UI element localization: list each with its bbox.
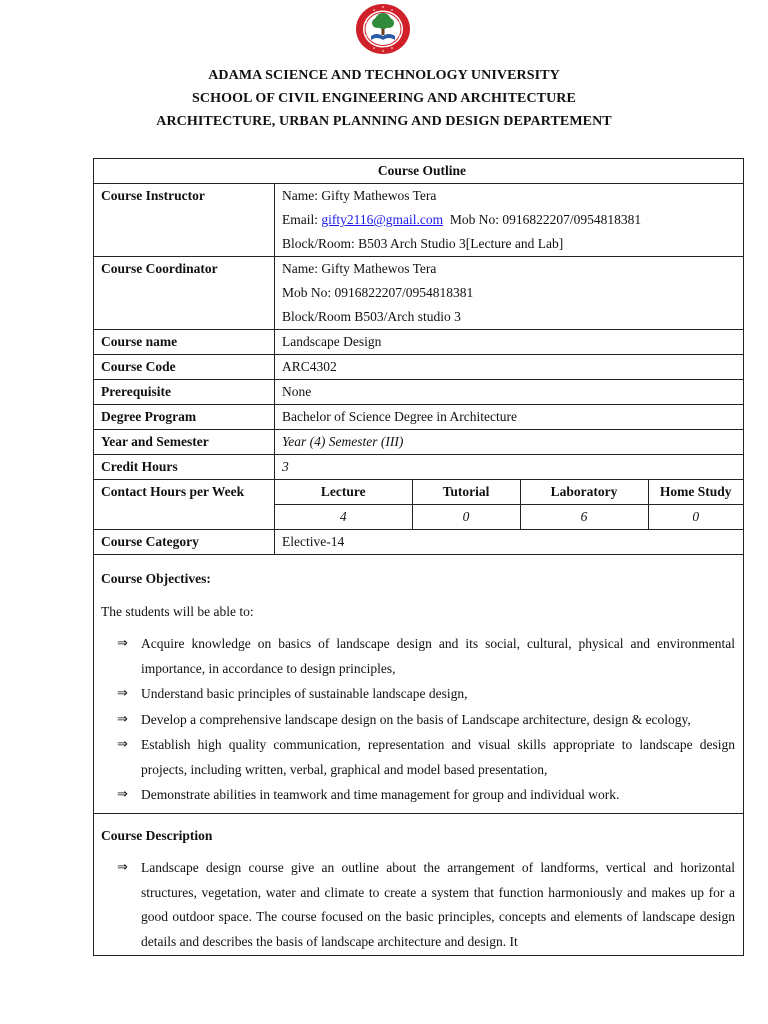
table-row (94, 380, 744, 405)
coordinator-name: Name: Gifty Mathewos Tera (282, 261, 437, 276)
arrow-icon: ⇒ (117, 686, 128, 701)
contact-hours-table (275, 480, 743, 529)
table-row (94, 330, 744, 355)
list-item (101, 856, 735, 954)
instructor-mob: Mob No: 0916822207/0954818381 (449, 212, 642, 227)
course-outline-table (93, 158, 744, 956)
degree-program-value: Bachelor of Science Degree in Architecture (275, 405, 744, 430)
table-row (94, 405, 744, 430)
prerequisite-label: Prerequisite (94, 380, 275, 405)
list-item (101, 682, 735, 707)
credit-hours-label: Credit Hours (94, 455, 275, 480)
list-item (101, 783, 735, 808)
objectives-title: Course Objectives: (101, 571, 211, 586)
university-name: ADAMA SCIENCE AND TECHNOLOGY UNIVERSITY (208, 68, 560, 83)
table-row (94, 455, 744, 480)
course-name-value: Landscape Design (275, 330, 744, 355)
objective-text: Develop a comprehensive landscape design on the basis of Landscape architecture, design & ecology, (141, 711, 691, 727)
lecture-header: Lecture (275, 480, 412, 505)
instructor-email-link[interactable]: gifty2116@gmail.com (321, 212, 444, 227)
objectives-intro: The students will be able to: (101, 603, 254, 619)
department-name: ARCHITECTURE, URBAN PLANNING AND DESIGN DEPARTEMENT (156, 114, 612, 129)
credit-hours-value: 3 (275, 455, 744, 480)
degree-program-label: Degree Program (94, 405, 275, 430)
table-row (94, 430, 744, 455)
course-code-label: Course Code (94, 355, 275, 380)
arrow-icon: ⇒ (117, 711, 128, 727)
description-text: Landscape design course give an outline about the arrangement of landforms, vertical and horizontal structures, vegetation, water and climate to create a system that function harmoniously and makes up for a good outdoor space. The course focused on the basic principles, concepts and elements of landscape design details and describes the basis of landscape architecture and design. It (141, 860, 735, 949)
email-prefix: Email: (282, 212, 322, 227)
lecture-hours: 4 (339, 509, 347, 524)
home-study-header: Home Study (648, 480, 743, 505)
objective-text: Establish high quality communication, representation and visual skills appropriate to landscape design projects, including written, verbal, graphical and model based presentation, (141, 737, 735, 777)
year-semester-value: Year (4) Semester (III) (275, 430, 744, 455)
arrow-icon: ⇒ (117, 787, 128, 802)
list-item (101, 632, 735, 681)
school-name: SCHOOL OF CIVIL ENGINEERING AND ARCHITECTURE (192, 91, 576, 106)
course-category-value: Elective-14 (275, 530, 744, 555)
laboratory-hours: 6 (520, 505, 648, 530)
course-code-value: ARC4302 (275, 355, 744, 380)
table-row (94, 355, 744, 380)
home-study-hours: 0 (648, 505, 743, 530)
objective-text: Understand basic principles of sustainable landscape design, (141, 686, 468, 701)
contact-hours-label: Contact Hours per Week (94, 480, 275, 530)
year-semester-label: Year and Semester (94, 430, 275, 455)
contact-hours-row (94, 480, 744, 530)
coordinator-label: Course Coordinator (94, 257, 275, 330)
prerequisite-value: None (275, 380, 744, 405)
arrow-icon: ⇒ (117, 737, 128, 752)
objectives-list (101, 632, 735, 808)
instructor-details (275, 184, 744, 257)
list-item (101, 733, 735, 782)
university-seal-icon (354, 2, 412, 56)
list-item (101, 708, 735, 733)
objective-text: Demonstrate abilities in teamwork and time management for group and individual work. (141, 787, 620, 802)
coordinator-details (275, 257, 744, 330)
coordinator-row (94, 257, 744, 330)
coordinator-mob: Mob No: 0916822207/0954818381 (282, 285, 474, 300)
instructor-row (94, 184, 744, 257)
instructor-room: Block/Room: B503 Arch Studio 3[Lecture and Lab] (282, 236, 564, 251)
course-category-label: Course Category (94, 530, 275, 555)
instructor-name: Name: Gifty Mathewos Tera (282, 188, 437, 203)
arrow-icon: ⇒ (117, 860, 128, 875)
description-row (94, 813, 744, 956)
contact-hours-cell (275, 480, 744, 530)
instructor-label: Course Instructor (94, 184, 275, 257)
arrow-icon: ⇒ (117, 636, 128, 651)
course-name-label: Course name (94, 330, 275, 355)
course-description-section (94, 813, 744, 956)
description-title: Course Description (101, 827, 213, 843)
course-outline-title: Course Outline (94, 159, 744, 184)
description-list (101, 856, 735, 954)
coordinator-room: Block/Room B503/Arch studio 3 (282, 309, 461, 324)
laboratory-header: Laboratory (520, 480, 648, 505)
table-row (94, 530, 744, 555)
instructor-contact (282, 208, 743, 232)
course-objectives-section (94, 555, 744, 814)
objective-text: Acquire knowledge on basics of landscape design and its social, cultural, physical and environmental importance, in accordance to design principles, (141, 636, 735, 676)
tutorial-header: Tutorial (412, 480, 520, 505)
objectives-row (94, 555, 744, 814)
tutorial-hours: 0 (412, 505, 520, 530)
